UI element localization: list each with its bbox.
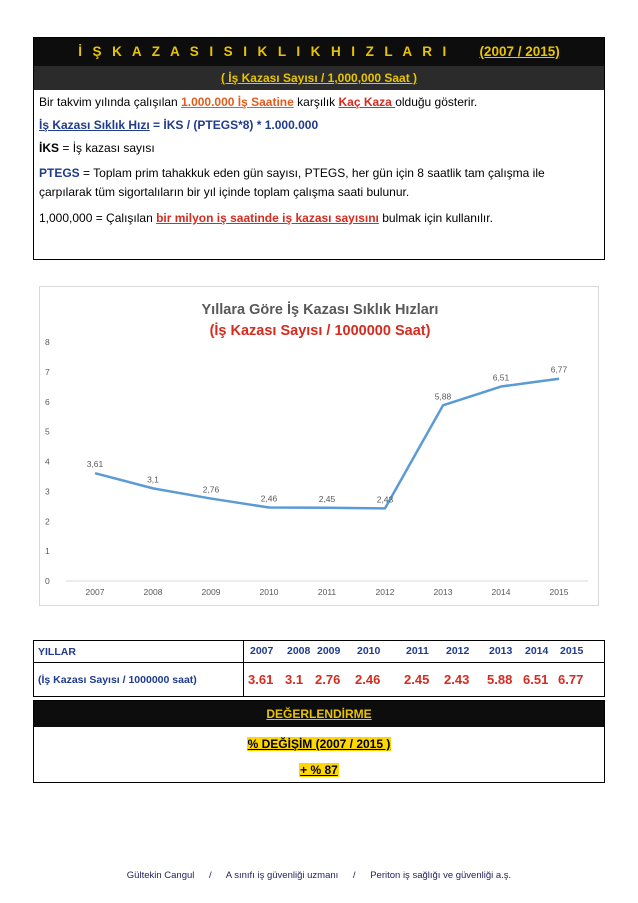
iks-text: = İş kazası sayısı	[59, 141, 155, 155]
iks-label: İKS	[39, 141, 60, 155]
line-chart	[40, 287, 600, 607]
chart-title: Yıllara Göre İş Kazası Sıklık Hızları	[201, 302, 439, 318]
y-tick-label: 2	[45, 516, 50, 527]
value-cell: 2.45	[404, 671, 430, 687]
data-label: 2,43	[376, 494, 394, 505]
chart-frame	[39, 286, 599, 606]
footer-separator: /	[209, 870, 212, 881]
million-text: bulmak için kullanılır.	[378, 211, 493, 225]
chart-subtitle: (İş Kazası Sayısı / 1000000 Saat)	[209, 323, 431, 339]
title-years: (2007 / 2015)	[479, 44, 560, 59]
x-tick-label: 2014	[491, 587, 511, 597]
evaluation-box	[33, 700, 605, 783]
highlight-million-work-hours: bir milyon iş saatinde iş kazası sayısını	[156, 211, 379, 225]
footer	[0, 870, 638, 881]
y-tick-label: 3	[45, 486, 50, 497]
x-tick-label: 2008	[143, 587, 163, 597]
year-cell: 2007	[250, 644, 274, 657]
highlight-how-many-accidents: Kaç Kaza	[338, 95, 396, 109]
page-subtitle: ( İş Kazası Sayısı / 1,000,000 Saat )	[34, 66, 604, 90]
iks-line	[39, 141, 599, 155]
highlight-million-hours: 1.000.000 İş Saatine	[181, 95, 294, 109]
data-labels	[87, 365, 568, 505]
y-tick-label: 1	[45, 546, 50, 557]
value-cell: 5.88	[487, 671, 513, 687]
y-tick-label: 0	[45, 576, 50, 586]
million-text: 1,000,000 = Çalışılan	[39, 211, 157, 225]
table-row-values	[34, 663, 605, 697]
data-table	[33, 640, 605, 697]
data-label: 6,51	[492, 372, 510, 383]
y-tick-label: 5	[45, 426, 50, 437]
years-label: YILLAR	[34, 641, 244, 663]
change-label-text: % DEĞİŞİM (2007 / 2015 )	[247, 737, 391, 751]
year-cell: 2014	[525, 644, 549, 657]
year-cell: 2011	[406, 644, 429, 657]
y-tick-label: 4	[45, 456, 50, 467]
x-tick-label: 2015	[549, 587, 569, 597]
x-axis	[86, 587, 569, 597]
footer-separator: /	[352, 870, 356, 881]
table-row-years	[34, 641, 605, 663]
definition-text: Bir takvim yılında çalışılan	[39, 95, 182, 109]
value-cell: 3.61	[248, 671, 274, 687]
footer-role: A sınıfı iş güvenliği uzmanı	[225, 870, 339, 881]
series-line	[95, 379, 559, 509]
change-value-text: + % 87	[300, 763, 338, 777]
footer-company: Periton iş sağlığı ve güvenliği a.ş.	[370, 870, 512, 881]
x-tick-label: 2012	[375, 587, 395, 597]
value-cell: 6.77	[558, 671, 584, 687]
x-tick-label: 2007	[85, 587, 105, 597]
x-tick-label: 2013	[433, 587, 453, 597]
year-cell: 2009	[317, 644, 341, 657]
value-cell: 2.43	[444, 671, 470, 687]
value-cell: 3.1	[285, 671, 304, 687]
y-tick-label: 8	[45, 337, 50, 347]
x-tick-label: 2009	[201, 587, 221, 597]
data-label: 3,1	[147, 474, 159, 485]
footer-author: Gültekin Cangul	[126, 870, 195, 881]
values-cells	[244, 663, 605, 697]
y-tick-label: 7	[45, 366, 50, 377]
ptegs-line	[39, 164, 599, 202]
change-value	[34, 763, 604, 777]
ptegs-text: = Toplam prim tahakkuk eden gün sayısı, PTEGS, her gün için 8 saatlik tam çalışma ile çarpılarak tüm sigortalıların bir yıl içinde toplam çalışma saati bulunur.	[39, 166, 545, 199]
year-cell: 2008	[287, 644, 311, 657]
values-label: (İş Kazası Sayısı / 1000000 saat)	[34, 663, 244, 697]
y-axis	[45, 337, 50, 586]
formula-label: İş Kazası Sıklık Hızı	[39, 118, 150, 132]
formula-line	[39, 118, 599, 132]
x-tick-label: 2010	[259, 587, 279, 597]
data-label: 2,45	[318, 493, 336, 504]
value-cell: 6.51	[523, 671, 549, 687]
page-title: İ Ş K A Z A S I S I K L I K H I Z L A R I	[78, 44, 450, 59]
definition-text: olduğu gösterir.	[395, 95, 478, 109]
year-cell: 2010	[357, 644, 381, 657]
title-bar	[34, 38, 604, 66]
evaluation-header: DEĞERLENDİRME	[34, 701, 604, 727]
definition-text: karşılık	[293, 95, 339, 109]
data-label: 3,61	[86, 459, 104, 470]
years-cells	[244, 641, 605, 663]
year-cell: 2015	[560, 644, 584, 657]
y-tick-label: 6	[45, 396, 50, 407]
data-label: 5,88	[434, 391, 452, 402]
x-tick-label: 2011	[317, 587, 337, 597]
year-cell: 2012	[446, 644, 470, 657]
data-label: 2,76	[202, 484, 220, 495]
change-label	[34, 737, 604, 751]
data-label: 6,77	[550, 364, 568, 375]
formula-expression: = İKS / (PTEGS*8) * 1.000.000	[149, 118, 319, 132]
definition-body	[34, 90, 604, 225]
data-label: 2,46	[260, 493, 278, 504]
value-cell: 2.46	[355, 671, 381, 687]
definition-line	[39, 95, 599, 109]
value-cell: 2.76	[315, 671, 341, 687]
year-cell: 2013	[489, 644, 513, 657]
million-line	[39, 211, 599, 225]
definition-box	[33, 37, 605, 260]
ptegs-label: PTEGS	[39, 166, 80, 180]
